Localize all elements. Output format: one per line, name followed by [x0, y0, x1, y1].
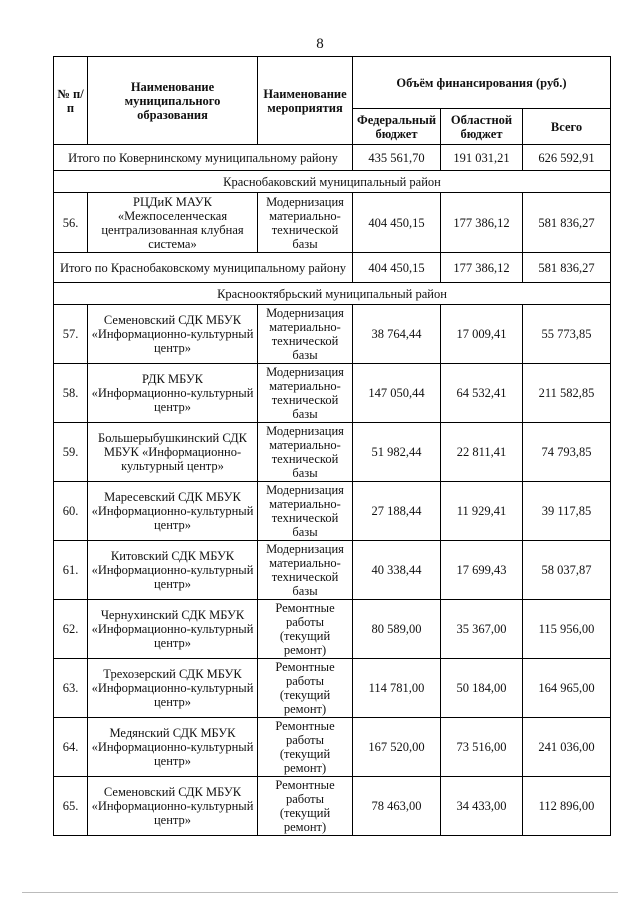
table-row: [54, 777, 611, 836]
table-row: [54, 193, 611, 253]
section-title: Краснобаковский муниципальный район: [54, 171, 611, 193]
federal-value: 80 589,00: [353, 600, 441, 659]
regional-value: 11 929,41: [441, 482, 523, 541]
regional-value: 35 367,00: [441, 600, 523, 659]
event-name: Ремонтные работы (текущий ремонт): [258, 659, 353, 718]
table-row: [54, 718, 611, 777]
table-row: [54, 423, 611, 482]
row-number: 65.: [54, 777, 88, 836]
total-value: 164 965,00: [523, 659, 611, 718]
table-row: [54, 482, 611, 541]
federal-value: 147 050,44: [353, 364, 441, 423]
municipality-name: Большерыбушкинский СДК МБУК «Информационно-культурный центр»: [88, 423, 258, 482]
federal-value: 435 561,70: [353, 145, 441, 171]
header-funding: Объём финансирования (руб.): [353, 57, 611, 109]
header-federal: Федеральный бюджет: [353, 109, 441, 145]
page-number: 8: [316, 36, 324, 52]
scan-edge-line: [22, 892, 618, 893]
event-name: Ремонтные работы (текущий ремонт): [258, 600, 353, 659]
header-event: Наименование мероприятия: [258, 57, 353, 145]
table-row: [54, 541, 611, 600]
federal-value: 27 188,44: [353, 482, 441, 541]
row-number: 57.: [54, 305, 88, 364]
federal-value: 40 338,44: [353, 541, 441, 600]
total-value: 112 896,00: [523, 777, 611, 836]
section-row: [54, 171, 611, 193]
row-number: 58.: [54, 364, 88, 423]
event-name: Модернизация материально-технической базы: [258, 541, 353, 600]
municipality-name: Семеновский СДК МБУК «Информационно-культурный центр»: [88, 777, 258, 836]
municipality-name: РДК МБУК «Информационно-культурный центр»: [88, 364, 258, 423]
total-value: 115 956,00: [523, 600, 611, 659]
total-value: 626 592,91: [523, 145, 611, 171]
total-value: 39 117,85: [523, 482, 611, 541]
regional-value: 22 811,41: [441, 423, 523, 482]
total-label: Итого по Краснобаковскому муниципальному району: [54, 253, 353, 283]
section-row: [54, 283, 611, 305]
row-number: 60.: [54, 482, 88, 541]
funding-table: [53, 56, 611, 836]
federal-value: 38 764,44: [353, 305, 441, 364]
federal-value: 114 781,00: [353, 659, 441, 718]
event-name: Модернизация материально-технической базы: [258, 364, 353, 423]
total-value: 241 036,00: [523, 718, 611, 777]
total-value: 581 836,27: [523, 193, 611, 253]
header-municipality: Наименование муниципального образования: [88, 57, 258, 145]
total-value: 581 836,27: [523, 253, 611, 283]
table-body: [54, 145, 611, 836]
table-header: [54, 57, 611, 145]
federal-value: 51 982,44: [353, 423, 441, 482]
municipality-name: Семеновский СДК МБУК «Информационно-культурный центр»: [88, 305, 258, 364]
regional-value: 73 516,00: [441, 718, 523, 777]
municipality-name: Медянский СДК МБУК «Информационно-культурный центр»: [88, 718, 258, 777]
regional-value: 177 386,12: [441, 193, 523, 253]
municipality-name: РЦДиК МАУК «Межпоселенческая централизованная клубная система»: [88, 193, 258, 253]
event-name: Модернизация материально-технической базы: [258, 482, 353, 541]
event-name: Модернизация материально-технической базы: [258, 423, 353, 482]
header-regional: Областной бюджет: [441, 109, 523, 145]
event-name: Ремонтные работы (текущий ремонт): [258, 777, 353, 836]
regional-value: 34 433,00: [441, 777, 523, 836]
total-row-krasnobakovsky: [54, 253, 611, 283]
total-label: Итого по Ковернинскому муниципальному району: [54, 145, 353, 171]
event-name: Модернизация материально-технической базы: [258, 193, 353, 253]
total-value: 55 773,85: [523, 305, 611, 364]
regional-value: 64 532,41: [441, 364, 523, 423]
row-number: 64.: [54, 718, 88, 777]
table-row: [54, 305, 611, 364]
municipality-name: Чернухинский СДК МБУК «Информационно-культурный центр»: [88, 600, 258, 659]
municipality-name: Маресевский СДК МБУК «Информационно-культурный центр»: [88, 482, 258, 541]
section-title: Краснооктябрьский муниципальный район: [54, 283, 611, 305]
row-number: 62.: [54, 600, 88, 659]
regional-value: 17 699,43: [441, 541, 523, 600]
municipality-name: Трехозерский СДК МБУК «Информационно-культурный центр»: [88, 659, 258, 718]
federal-value: 167 520,00: [353, 718, 441, 777]
regional-value: 50 184,00: [441, 659, 523, 718]
municipality-name: Китовский СДК МБУК «Информационно-культурный центр»: [88, 541, 258, 600]
total-row-kovernino: [54, 145, 611, 171]
row-number: 63.: [54, 659, 88, 718]
row-number: 61.: [54, 541, 88, 600]
federal-value: 404 450,15: [353, 253, 441, 283]
federal-value: 404 450,15: [353, 193, 441, 253]
header-no: № п/п: [54, 57, 88, 145]
table-row: [54, 364, 611, 423]
event-name: Модернизация материально-технической базы: [258, 305, 353, 364]
regional-value: 191 031,21: [441, 145, 523, 171]
total-value: 58 037,87: [523, 541, 611, 600]
event-name: Ремонтные работы (текущий ремонт): [258, 718, 353, 777]
total-value: 211 582,85: [523, 364, 611, 423]
total-value: 74 793,85: [523, 423, 611, 482]
regional-value: 17 009,41: [441, 305, 523, 364]
row-number: 56.: [54, 193, 88, 253]
table-row: [54, 600, 611, 659]
row-number: 59.: [54, 423, 88, 482]
table-row: [54, 659, 611, 718]
header-total: Всего: [523, 109, 611, 145]
federal-value: 78 463,00: [353, 777, 441, 836]
regional-value: 177 386,12: [441, 253, 523, 283]
